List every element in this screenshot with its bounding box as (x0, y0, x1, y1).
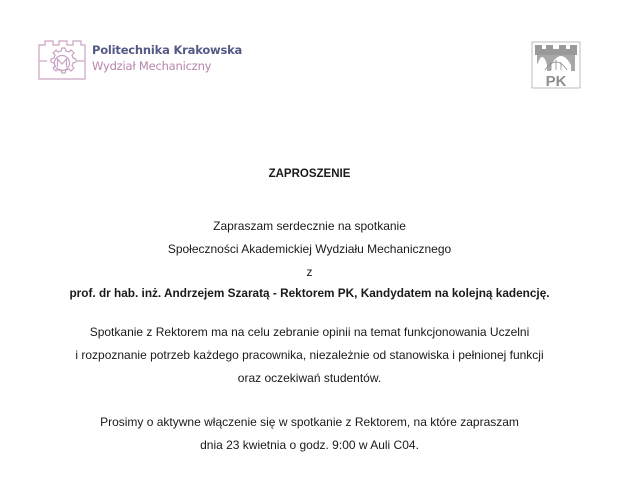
invitation-line-2: Społeczności Akademickiej Wydziału Mechanicznego (167, 242, 452, 256)
purpose-line-2: i rozpoznanie potrzeb każdego pracownika, niezależnie od stanowiska i pełnionej funkcji (75, 348, 544, 362)
invitation-line-3: z (306, 265, 313, 279)
speaker-line: prof. dr hab. inż. Andrzejem Szaratą - Rektorem PK, Kandydatem na kolejną kadencję. (69, 286, 550, 300)
request-line-1: Prosimy o aktywne włączenie się w spotkanie z Rektorem, na które zapraszam (100, 415, 519, 429)
pk-logo (531, 40, 581, 90)
university-name: Politechnika Krakowska (92, 43, 243, 57)
pk-castle-icon (531, 40, 581, 90)
purpose-line-3: oraz oczekiwań studentów. (237, 371, 382, 385)
meeting-details-line: dnia 23 kwietnia o godz. 9:00 w Auli C04. (200, 438, 419, 452)
pk-logo-text: PK (545, 73, 567, 90)
document-title: ZAPROSZENIE (268, 168, 351, 180)
gear-m-icon (37, 39, 87, 81)
purpose-line-1: Spotkanie z Rektorem ma na celu zebranie opinii na temat funkcjonowania Uczelni (89, 325, 530, 339)
faculty-logo (37, 39, 257, 81)
invitation-line-1: Zapraszam serdecznie na spotkanie (213, 219, 406, 233)
faculty-name: Wydział Mechaniczny (92, 59, 212, 73)
